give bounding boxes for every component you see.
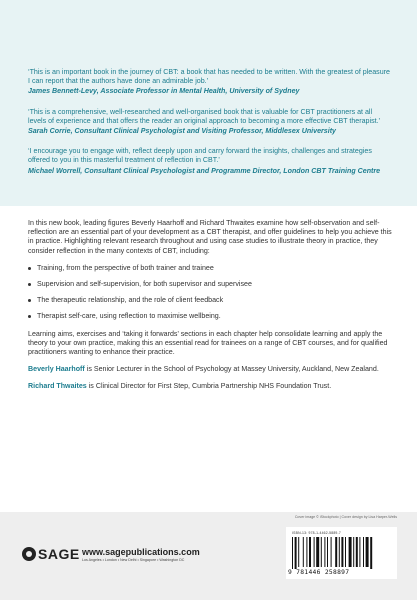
endorsement-quote bbox=[28, 68, 390, 97]
topic-item bbox=[28, 312, 392, 321]
topic-item bbox=[28, 264, 392, 273]
bullet-icon bbox=[28, 315, 31, 318]
description-closing: Learning aims, exercises and ‘taking it forwards’ sections in each chapter help consolidate learning and apply the theory to your own practice, making this an essential read for trainees on a range of CBT courses, and for qualified practitioners wanting to enhance their practice. bbox=[28, 329, 388, 357]
author-bio bbox=[28, 365, 392, 374]
cover-credit: Cover image © iStockphoto | Cover design by Lisa Harper-Wells bbox=[294, 515, 397, 519]
topic-text: Therapist self-care, using reflection to maximise wellbeing. bbox=[37, 312, 221, 321]
author-bio-text: is Clinical Director for First Step, Cumbria Partnership NHS Foundation Trust. bbox=[86, 382, 332, 391]
topic-text: The therapeutic relationship, and the role of client feedback bbox=[37, 296, 224, 305]
author-bio-text: is Senior Lecturer in the School of Psychology at Massey University, Auckland, New Zealand. bbox=[84, 365, 379, 374]
author-name: Beverly Haarhoff bbox=[28, 365, 85, 374]
isbn-label: ISBN-13: 978-1-4462-5889-7 bbox=[292, 531, 341, 535]
publisher-logo bbox=[22, 546, 80, 562]
description-intro: In this new book, leading figures Beverly Haarhoff and Richard Thwaites examine how self-observation and self-reflection are an essential part of your development as a CBT therapist, and offer guidelines to help you achieve this in practice. Highlighting relevant research throughout and using case studies to illustrate theory in practice, they consider reflection in the many contexts of CBT, including: bbox=[28, 219, 392, 255]
bullet-icon bbox=[28, 267, 31, 270]
author-bio bbox=[28, 382, 392, 391]
quote-attribution: Michael Worrell, Consultant Clinical Psychologist and Programme Director, London CBT Training Centre bbox=[28, 166, 381, 175]
bullet-icon bbox=[28, 299, 31, 302]
sage-logo-icon bbox=[22, 547, 36, 561]
topic-text: Supervision and self-supervision, for both supervisor and supervisee bbox=[37, 280, 252, 289]
author-name: Richard Thwaites bbox=[28, 382, 87, 391]
topic-item bbox=[28, 280, 392, 289]
bullet-icon bbox=[28, 283, 31, 286]
quote-attribution: James Bennett-Levy, Associate Professor in Mental Health, University of Sydney bbox=[28, 87, 300, 96]
quote-text: ‘This is an important book in the journey of CBT: a book that has needed to be written. With the greatest of pleasure I can report that the authors have done an admirable job.’ bbox=[28, 68, 390, 86]
publisher-url: www.sagepublications.com bbox=[82, 547, 200, 557]
publisher-cities: Los Angeles • London • New Delhi • Singapore • Washington DC bbox=[82, 558, 185, 562]
endorsements bbox=[28, 68, 390, 187]
barcode-bars-icon bbox=[292, 537, 391, 569]
quote-text: ‘This is a comprehensive, well-researched and well-organised book that is valuable for CBT practitioners at all levels of experience and that offers the reader an original approach to becoming a more effective CBT therapist.’ bbox=[28, 107, 381, 125]
book-description bbox=[28, 219, 392, 400]
barcode bbox=[286, 527, 397, 579]
endorsement-quote bbox=[28, 108, 390, 137]
publisher-logo-text: SAGE bbox=[38, 546, 80, 562]
quote-attribution: Sarah Corrie, Consultant Clinical Psychologist and Visiting Professor, Middlesex University bbox=[28, 127, 336, 136]
quote-text: ‘I encourage you to engage with, reflect deeply upon and carry forward the insights, challenges and strategies offered to you in this masterful treatment of reflection in CBT.’ bbox=[28, 147, 372, 165]
topic-item bbox=[28, 296, 392, 305]
barcode-digits: 9 781446 258897 bbox=[288, 569, 350, 576]
topic-text: Training, from the perspective of both trainer and trainee bbox=[37, 263, 214, 272]
topic-list bbox=[28, 264, 392, 322]
endorsement-quote bbox=[28, 147, 390, 176]
